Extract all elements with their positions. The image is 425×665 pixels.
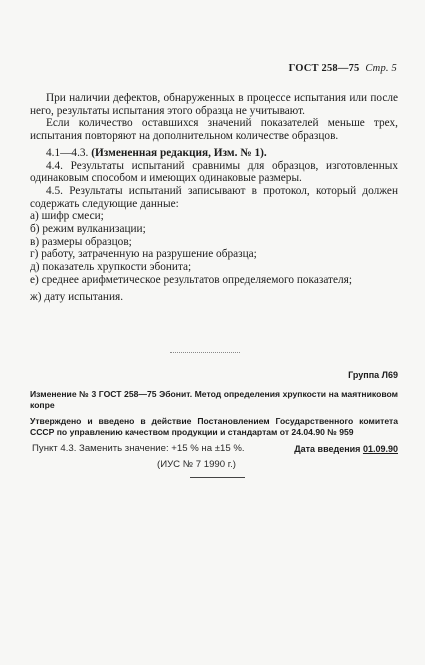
page-header — [289, 63, 397, 74]
amendment-note — [30, 443, 398, 471]
standard-number: ГОСТ 258—75 — [288, 63, 360, 74]
list-item: д) показатель хрупкости эбонита; — [30, 261, 192, 274]
dotted-separator — [170, 352, 240, 353]
protocol-items-list — [30, 210, 398, 303]
paragraph-4-4: 4.4. Результаты испытаний сравнимы для образцов, изготовленных одинаковым способом и имеющих одинаковые размеры. — [30, 159, 398, 185]
bottom-rule — [190, 477, 245, 478]
date-label: Дата введения — [294, 444, 361, 454]
amendment-title: Изменение № 3 ГОСТ 258—75 Эбонит. Метод определения хрупкости на маятниковом копре — [30, 389, 398, 410]
page-number: Стр. 5 — [365, 63, 397, 74]
group-code: Группа Л69 — [348, 370, 398, 380]
approval-statement: Утверждено и введено в действие Постановлением Государственного комитета СССР по управлению качеством продукции и стандартам от 24.04.90 № 959 — [30, 416, 398, 437]
paragraph-4-1-4-3 — [30, 147, 398, 160]
paragraph-4-5: 4.5. Результаты испытаний записывают в протокол, который должен содержать следующие данные: — [30, 184, 398, 210]
paragraph-defects: При наличии дефектов, обнаруженных в процессе испытания или после него, результаты испытания этого образца не учитывают. — [30, 92, 398, 117]
revision-note: (Измененная редакция, Изм. № 1). — [91, 146, 267, 159]
list-item: б) режим вулканизации; — [30, 223, 146, 236]
source-reference: (ИУС № 7 1990 г.) — [157, 459, 236, 470]
list-item: в) размеры образцов; — [30, 235, 132, 248]
list-item: ж) дату испытания. — [30, 290, 124, 303]
note-line: Пункт 4.3. Заменить значение: +15 % на ±15 %. — [32, 443, 245, 454]
list-item: а) шифр смеси; — [30, 210, 104, 223]
list-item: е) среднее арифметическое результатов определяемого показателя; — [30, 273, 352, 286]
paragraph-repeat: Если количество оставшихся значений показателей меньше трех, испытания повторяют на дополнительном количестве образцов. — [30, 117, 398, 143]
date-value: 01.09.90 — [362, 444, 398, 454]
list-item: г) работу, затраченную на разрушение образца; — [30, 248, 257, 261]
clause-number: 4.1—4.3. — [46, 146, 89, 159]
main-text — [30, 92, 398, 303]
